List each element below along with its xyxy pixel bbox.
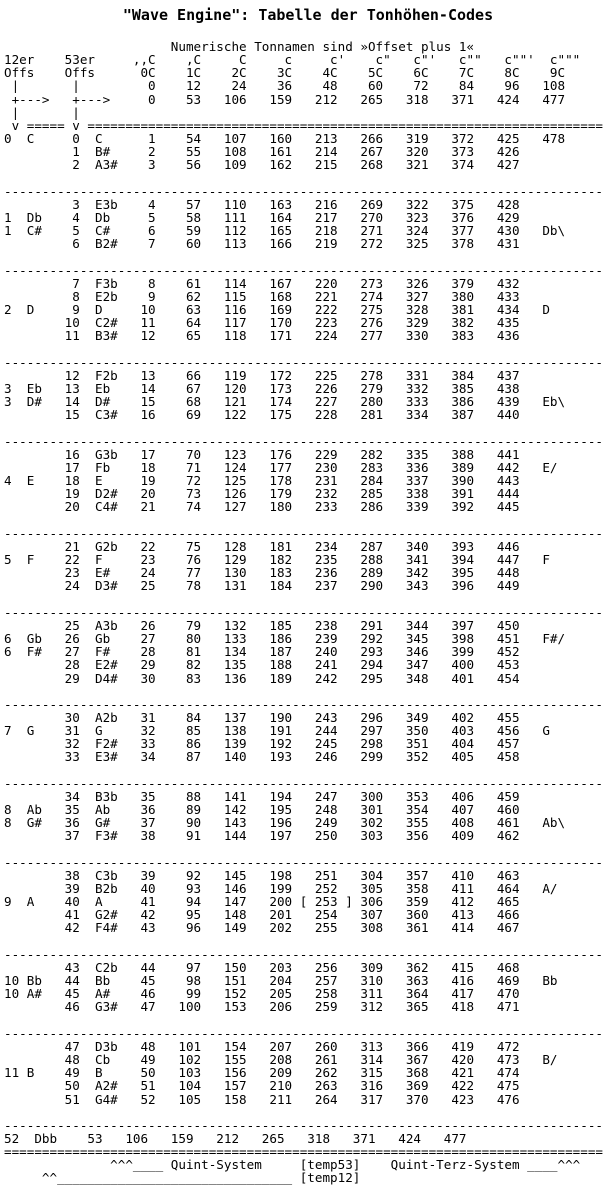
table-line: 3 D# 14 D# 15 68 121 174 227 280 333 386 439 Eb\ <box>4 394 566 410</box>
table-line <box>4 593 603 606</box>
table-line: 30 A2b 31 84 137 190 243 296 349 402 455 <box>4 709 520 725</box>
table-line <box>4 1014 603 1027</box>
table-line <box>4 843 603 856</box>
table-line <box>4 935 603 948</box>
table-line: 1 B# 2 55 108 161 214 267 320 373 426 <box>4 144 520 160</box>
table-line <box>4 1106 603 1119</box>
table-line: ^^_______________________________ [temp12] <box>4 1170 361 1185</box>
table-line: 41 G2# 42 95 148 201 254 307 360 413 466 <box>4 907 520 923</box>
table-line <box>4 685 603 698</box>
table-line: 42 F4# 43 96 149 202 255 308 361 414 467 <box>4 920 520 936</box>
table-line: 48 Cb 49 102 155 208 261 314 367 420 473 B/ <box>4 1052 558 1068</box>
table-line <box>4 343 603 356</box>
table-line: ------------------------------------------------------------------------------- <box>4 854 603 870</box>
table-line: 51 G4# 52 105 158 211 264 317 370 423 476 <box>4 1091 520 1107</box>
table-line: 20 C4# 21 74 127 180 233 286 339 392 445 <box>4 499 520 515</box>
table-line: ------------------------------------------------------------------------------- <box>4 604 603 620</box>
table-line: ------------------------------------------------------------------------------- <box>4 946 603 962</box>
table-line: 29 D4# 30 83 136 189 242 295 348 401 454 <box>4 670 520 686</box>
table-line: ------------------------------------------------------------------------------- <box>4 696 603 712</box>
table-line: 1 Db 4 Db 5 58 111 164 217 270 323 376 429 <box>4 210 520 226</box>
document-title: "Wave Engine": Tabelle der Tonhöhen-Codes <box>122 6 494 24</box>
table-line: 10 Bb 44 Bb 45 98 151 204 257 310 363 416 469 Bb <box>4 973 558 989</box>
table-line: 12 F2b 13 66 119 172 225 278 331 384 437 <box>4 367 520 383</box>
table-line: 8 G# 36 G# 37 90 143 196 249 302 355 408 461 Ab\ <box>4 815 566 831</box>
table-line: 6 F# 27 F# 28 81 134 187 240 293 346 399 452 <box>4 644 520 660</box>
table-line: 0 C 0 C 1 54 107 160 213 266 319 372 425 478 <box>4 131 566 147</box>
table-line: 12er 53er ,,C ,C C c c' c" c"' c"" c""' c""" <box>4 52 581 68</box>
table-line: Offs Offs 0C 1C 2C 3C 4C 5C 6C 7C 8C 9C <box>4 65 566 81</box>
table-line: 23 E# 24 77 130 183 236 289 342 395 448 <box>4 565 520 581</box>
table-line: 8 Ab 35 Ab 36 89 142 195 248 301 354 407 460 <box>4 802 520 818</box>
table-line: 34 B3b 35 88 141 194 247 300 353 406 459 <box>4 788 520 804</box>
table-line: 19 D2# 20 73 126 179 232 285 338 391 444 <box>4 486 520 502</box>
table-line: ------------------------------------------------------------------------------- <box>4 1025 603 1041</box>
table-line: Numerische Tonnamen sind »Offset plus 1« <box>4 39 475 54</box>
table-line: 3 E3b 4 57 110 163 216 269 322 375 428 <box>4 196 520 212</box>
table-line: 10 A# 45 A# 46 99 152 205 258 311 364 417 470 <box>4 986 520 1002</box>
table-line: 32 F2# 33 86 139 192 245 298 351 404 457 <box>4 736 520 752</box>
table-line: 25 A3b 26 79 132 185 238 291 344 397 450 <box>4 617 520 633</box>
table-line: 21 G2b 22 75 128 181 234 287 340 393 446 <box>4 538 520 554</box>
table-line: 15 C3# 16 69 122 175 228 281 334 387 440 <box>4 407 520 423</box>
table-line: 47 D3b 48 101 154 207 260 313 366 419 472 <box>4 1038 520 1054</box>
table-line: ------------------------------------------------------------------------------- <box>4 262 603 278</box>
table-line: ^^^____ Quint-System [temp53] Quint-Terz-System ____^^^ <box>4 1157 581 1173</box>
table-line <box>4 251 603 264</box>
table-line: 7 G 31 G 32 85 138 191 244 297 350 403 456 G <box>4 723 550 739</box>
tone-code-table <box>4 40 603 1185</box>
table-line: ------------------------------------------------------------------------------- <box>4 1117 603 1133</box>
table-line <box>4 172 603 185</box>
table-line: 28 E2# 29 82 135 188 241 294 347 400 453 <box>4 657 520 673</box>
table-line: | | 0 12 24 36 48 60 72 84 96 108 <box>4 78 566 94</box>
table-line: 33 E3# 34 87 140 193 246 299 352 405 458 <box>4 749 520 765</box>
table-line <box>4 422 603 435</box>
table-line: 8 E2b 9 62 115 168 221 274 327 380 433 <box>4 288 520 304</box>
table-line <box>4 514 603 527</box>
table-line: =============================================================================== <box>4 1144 603 1160</box>
table-line: ------------------------------------------------------------------------------- <box>4 775 603 791</box>
table-line: 52 Dbb 53 106 159 212 265 318 371 424 477 <box>4 1130 467 1146</box>
table-line: 39 B2b 40 93 146 199 252 305 358 411 464 A/ <box>4 881 558 896</box>
table-line: +---> +---> 0 53 106 159 212 265 318 371 424 477 <box>4 91 566 107</box>
table-line: 1 C# 5 C# 6 59 112 165 218 271 324 377 430 Db\ <box>4 223 566 239</box>
table-line: 4 E 18 E 19 72 125 178 231 284 337 390 443 <box>4 473 520 489</box>
table-line: 7 F3b 8 61 114 167 220 273 326 379 432 <box>4 275 520 291</box>
table-line: 6 Gb 26 Gb 27 80 133 186 239 292 345 398 451 F#/ <box>4 631 566 647</box>
table-line: 17 Fb 18 71 124 177 230 283 336 389 442 E/ <box>4 460 558 475</box>
table-line: ------------------------------------------------------------------------------- <box>4 183 603 199</box>
table-line: v ===== v ==================================================================== <box>4 117 603 133</box>
table-line: 11 B 49 B 50 103 156 209 262 315 368 421 474 <box>4 1065 520 1081</box>
table-line: 9 A 40 A 41 94 147 200 [ 253 ] 306 359 412 465 <box>4 894 520 910</box>
table-line: 6 B2# 7 60 113 166 219 272 325 378 431 <box>4 236 520 252</box>
table-line: ------------------------------------------------------------------------------- <box>4 433 603 449</box>
table-line: 2 D 9 D 10 63 116 169 222 275 328 381 434 D <box>4 302 550 318</box>
table-line: 11 B3# 12 65 118 171 224 277 330 383 436 <box>4 328 520 344</box>
table-line: 46 G3# 47 100 153 206 259 312 365 418 471 <box>4 999 520 1015</box>
table-line: 3 Eb 13 Eb 14 67 120 173 226 279 332 385 438 <box>4 381 520 397</box>
table-line: 43 C2b 44 97 150 203 256 309 362 415 468 <box>4 959 520 975</box>
table-line: ------------------------------------------------------------------------------- <box>4 525 603 541</box>
table-line: ------------------------------------------------------------------------------- <box>4 354 603 370</box>
table-line: | | <box>4 104 80 120</box>
table-line: 5 F 22 F 23 76 129 182 235 288 341 394 447 F <box>4 552 550 568</box>
table-line: 16 G3b 17 70 123 176 229 282 335 388 441 <box>4 446 520 462</box>
table-line: 10 C2# 11 64 117 170 223 276 329 382 435 <box>4 315 520 331</box>
table-line: 38 C3b 39 92 145 198 251 304 357 410 463 <box>4 867 520 883</box>
table-line: 50 A2# 51 104 157 210 263 316 369 422 475 <box>4 1078 520 1094</box>
table-line <box>4 764 603 777</box>
table-line: 24 D3# 25 78 131 184 237 290 343 396 449 <box>4 578 520 594</box>
table-line: 2 A3# 3 56 109 162 215 268 321 374 427 <box>4 157 520 173</box>
table-line: 37 F3# 38 91 144 197 250 303 356 409 462 <box>4 828 520 844</box>
